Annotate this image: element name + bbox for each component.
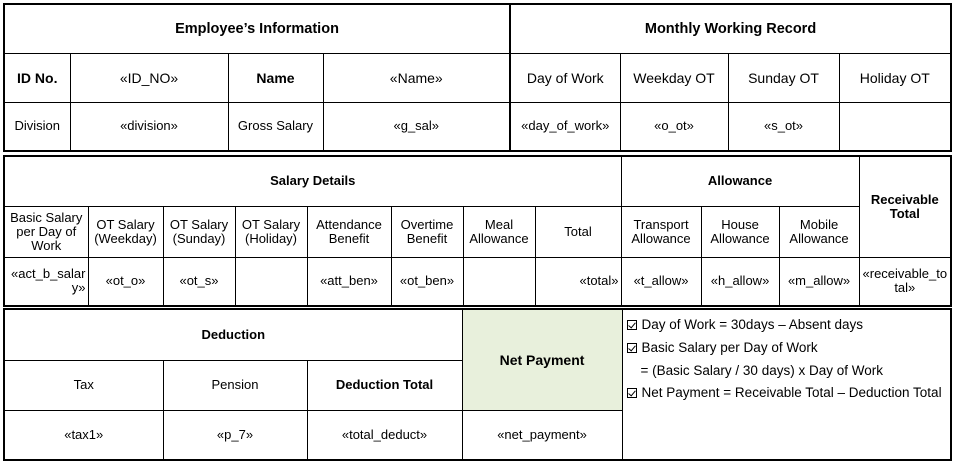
net-payment-header: Net Payment <box>462 309 622 410</box>
employee-info-header: Employee’s Information <box>4 4 510 53</box>
name-label: Name <box>228 53 323 102</box>
weekday-ot-value: «o_ot» <box>620 102 728 151</box>
receivable-total-value: «receivable_total» <box>859 257 951 306</box>
pension-label: Pension <box>163 360 307 410</box>
holiday-ot-label: Holiday OT <box>839 53 951 102</box>
ot-weekday-value: «ot_o» <box>88 257 163 306</box>
net-payment-value: «net_payment» <box>462 410 622 460</box>
id-label: ID No. <box>4 53 70 102</box>
day-of-work-label: Day of Work <box>510 53 620 102</box>
deduction-total-label: Deduction Total <box>307 360 462 410</box>
note-basic-salary <box>627 337 947 360</box>
ot-sunday-value: «ot_s» <box>163 257 235 306</box>
transport-allowance-value: «t_allow» <box>621 257 701 306</box>
ot-holiday-value <box>235 257 307 306</box>
day-of-work-value: «day_of_work» <box>510 102 620 151</box>
overtime-benefit-col-header: Overtime Benefit <box>391 206 463 257</box>
house-allowance-col-header: House Allowance <box>701 206 779 257</box>
deduction-header: Deduction <box>4 309 462 360</box>
formula-notes <box>622 309 951 460</box>
total-col-header: Total <box>535 206 621 257</box>
division-label: Division <box>4 102 70 151</box>
note-net-payment-text: Net Payment = Receivable Total – Deduction Total <box>641 385 942 401</box>
deduction-table <box>3 308 952 461</box>
meal-allowance-col-header: Meal Allowance <box>463 206 535 257</box>
note-day-of-work-text: Day of Work = 30days – Absent days <box>641 317 864 332</box>
id-value: «ID_NO» <box>70 53 228 102</box>
attendance-benefit-col-header: Attendance Benefit <box>307 206 391 257</box>
ot-holiday-col-header: OT Salary (Holiday) <box>235 206 307 257</box>
basic-salary-value: «act_b_salary» <box>4 257 88 306</box>
deduction-total-value: «total_deduct» <box>307 410 462 460</box>
employee-record-table <box>3 3 952 152</box>
checkbox-checked-icon <box>627 388 637 398</box>
salary-details-header: Salary Details <box>4 156 621 206</box>
gross-salary-label: Gross Salary <box>228 102 323 151</box>
mobile-allowance-col-header: Mobile Allowance <box>779 206 859 257</box>
note-basic-salary-formula <box>627 360 947 383</box>
ot-weekday-col-header: OT Salary (Weekday) <box>88 206 163 257</box>
tax-label: Tax <box>4 360 163 410</box>
checkbox-checked-icon <box>627 343 637 353</box>
checkbox-checked-icon <box>627 320 637 330</box>
transport-allowance-col-header: Transport Allowance <box>621 206 701 257</box>
receivable-total-header: Receivable Total <box>859 156 951 257</box>
mobile-allowance-value: «m_allow» <box>779 257 859 306</box>
weekday-ot-label: Weekday OT <box>620 53 728 102</box>
note-net-payment <box>627 382 947 405</box>
monthly-record-header: Monthly Working Record <box>510 4 951 53</box>
attendance-benefit-value: «att_ben» <box>307 257 391 306</box>
total-value: «total» <box>535 257 621 306</box>
holiday-ot-value <box>839 102 951 151</box>
note-basic-salary-formula-text: = (Basic Salary / 30 days) x Day of Work <box>640 362 883 378</box>
note-day-of-work <box>627 314 947 337</box>
name-value: «Name» <box>323 53 510 102</box>
gross-salary-value: «g_sal» <box>323 102 510 151</box>
sunday-ot-value: «s_ot» <box>728 102 839 151</box>
house-allowance-value: «h_allow» <box>701 257 779 306</box>
tax-value: «tax1» <box>4 410 163 460</box>
sunday-ot-label: Sunday OT <box>728 53 839 102</box>
allowance-header: Allowance <box>621 156 859 206</box>
basic-salary-col-header: Basic Salary per Day of Work <box>4 206 88 257</box>
ot-sunday-col-header: OT Salary (Sunday) <box>163 206 235 257</box>
division-value: «division» <box>70 102 228 151</box>
overtime-benefit-value: «ot_ben» <box>391 257 463 306</box>
salary-details-table <box>3 155 952 307</box>
meal-allowance-value <box>463 257 535 306</box>
note-basic-salary-text: Basic Salary per Day of Work <box>641 339 818 355</box>
pension-value: «p_7» <box>163 410 307 460</box>
